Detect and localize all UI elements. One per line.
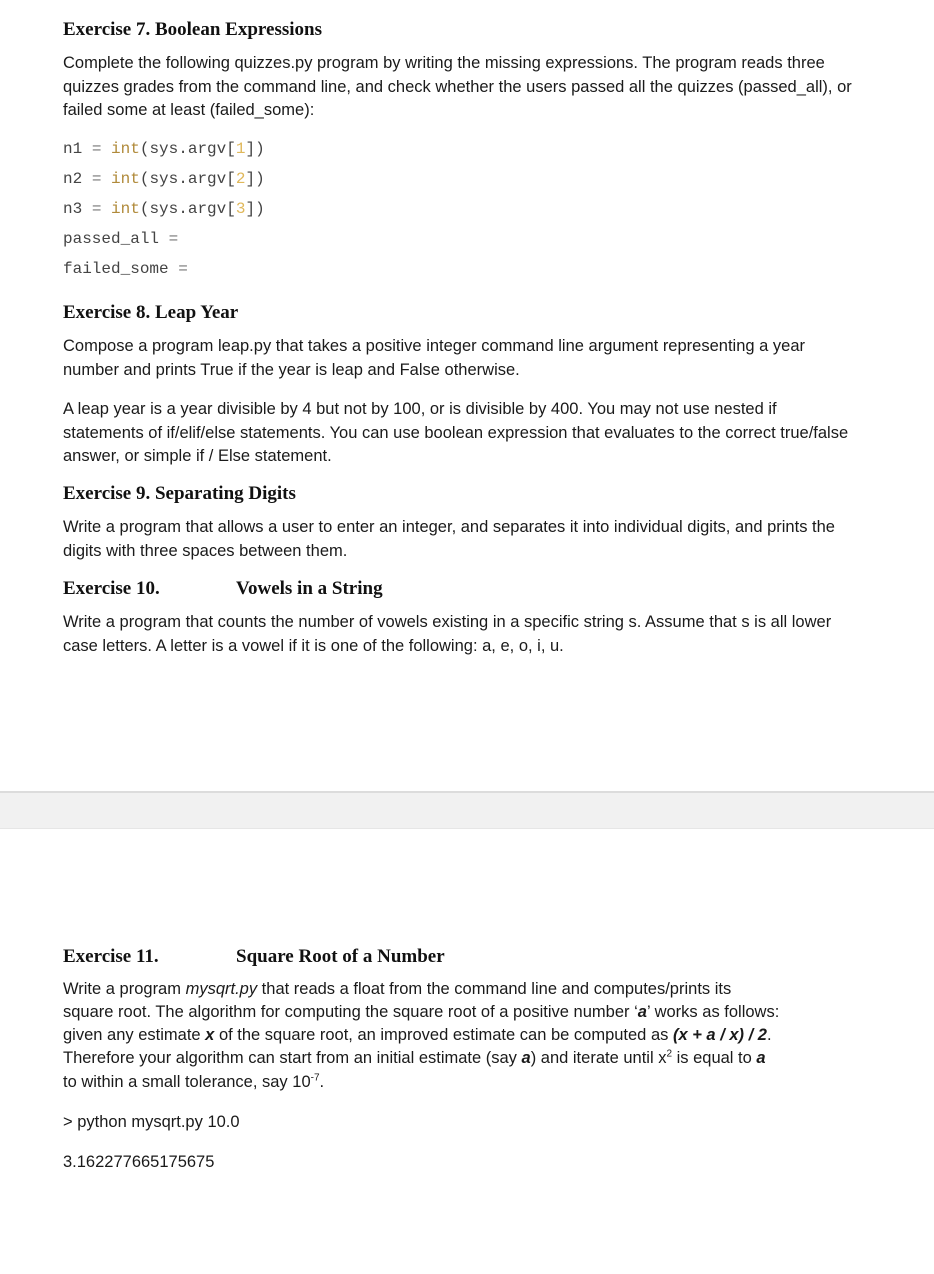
example-output: 3.162277665175675	[63, 1153, 215, 1171]
exercise-10-paragraph: Write a program that counts the number of vowels existing in a specific string s. Assume that s is all lower case letters. A letter is a vowel if it is one of the following: a, e, o, i, u.	[63, 613, 832, 655]
example-command: > python mysqrt.py 10.0	[63, 1113, 240, 1131]
exercise-10-label: Exercise 10.	[63, 578, 160, 599]
code-line-n3: n3 = int(sys.argv[3])	[63, 200, 265, 218]
exercise-11-title: Square Root of a Number	[236, 946, 445, 967]
exercise-11-line-2: square root. The algorithm for computing the square root of a positive number ‘a’ works as follows:	[63, 1003, 780, 1021]
exercise-11-line-3: given any estimate x of the square root, an improved estimate can be computed as (x + a / x) / 2.	[63, 1026, 772, 1044]
exercise-7-title: Exercise 7. Boolean Expressions	[63, 19, 322, 40]
page-separator	[0, 791, 934, 829]
exercise-8-title: Exercise 8. Leap Year	[63, 302, 239, 323]
exercise-11-line-4: Therefore your algorithm can start from an initial estimate (say a) and iterate until $x^2$ is equal to a	[63, 1048, 766, 1067]
code-line-passed-all: passed_all =	[63, 230, 179, 248]
exercise-9-title: Exercise 9. Separating Digits	[63, 483, 296, 504]
exercise-11-line-1: Write a program mysqrt.py that reads a float from the command line and computes/prints its	[63, 980, 732, 998]
exercise-11-label: Exercise 11.	[63, 946, 159, 967]
exercise-11-line-5: to within a small tolerance, say $10^{-7}$.	[63, 1072, 325, 1091]
exercise-9-paragraph: Write a program that allows a user to enter an integer, and separates it into individual digits, and prints the digits with three spaces between them.	[63, 518, 835, 560]
exercise-8-paragraph-1: Compose a program leap.py that takes a positive integer command line argument representing a year number and prints True if the year is leap and False otherwise.	[63, 337, 805, 379]
code-line-failed-some: failed_some =	[63, 260, 188, 278]
exercise-7-paragraph: Complete the following quizzes.py program by writing the missing expressions. The program reads three quizzes grades from the command line, and check whether the users passed all the quizzes (passed_all), or failed some at least (failed_some):	[63, 54, 852, 119]
code-line-n2: n2 = int(sys.argv[2])	[63, 170, 265, 188]
exercise-8-paragraph-2: A leap year is a year divisible by 4 but not by 100, or is divisible by 400. You may not use nested if statements of if/elif/else statements. You can use boolean expression that evaluates to the correct true/false answer, or simple if / Else statement.	[63, 400, 849, 465]
exercise-10-title: Vowels in a String	[236, 578, 383, 599]
code-line-n1: n1 = int(sys.argv[1])	[63, 140, 265, 158]
